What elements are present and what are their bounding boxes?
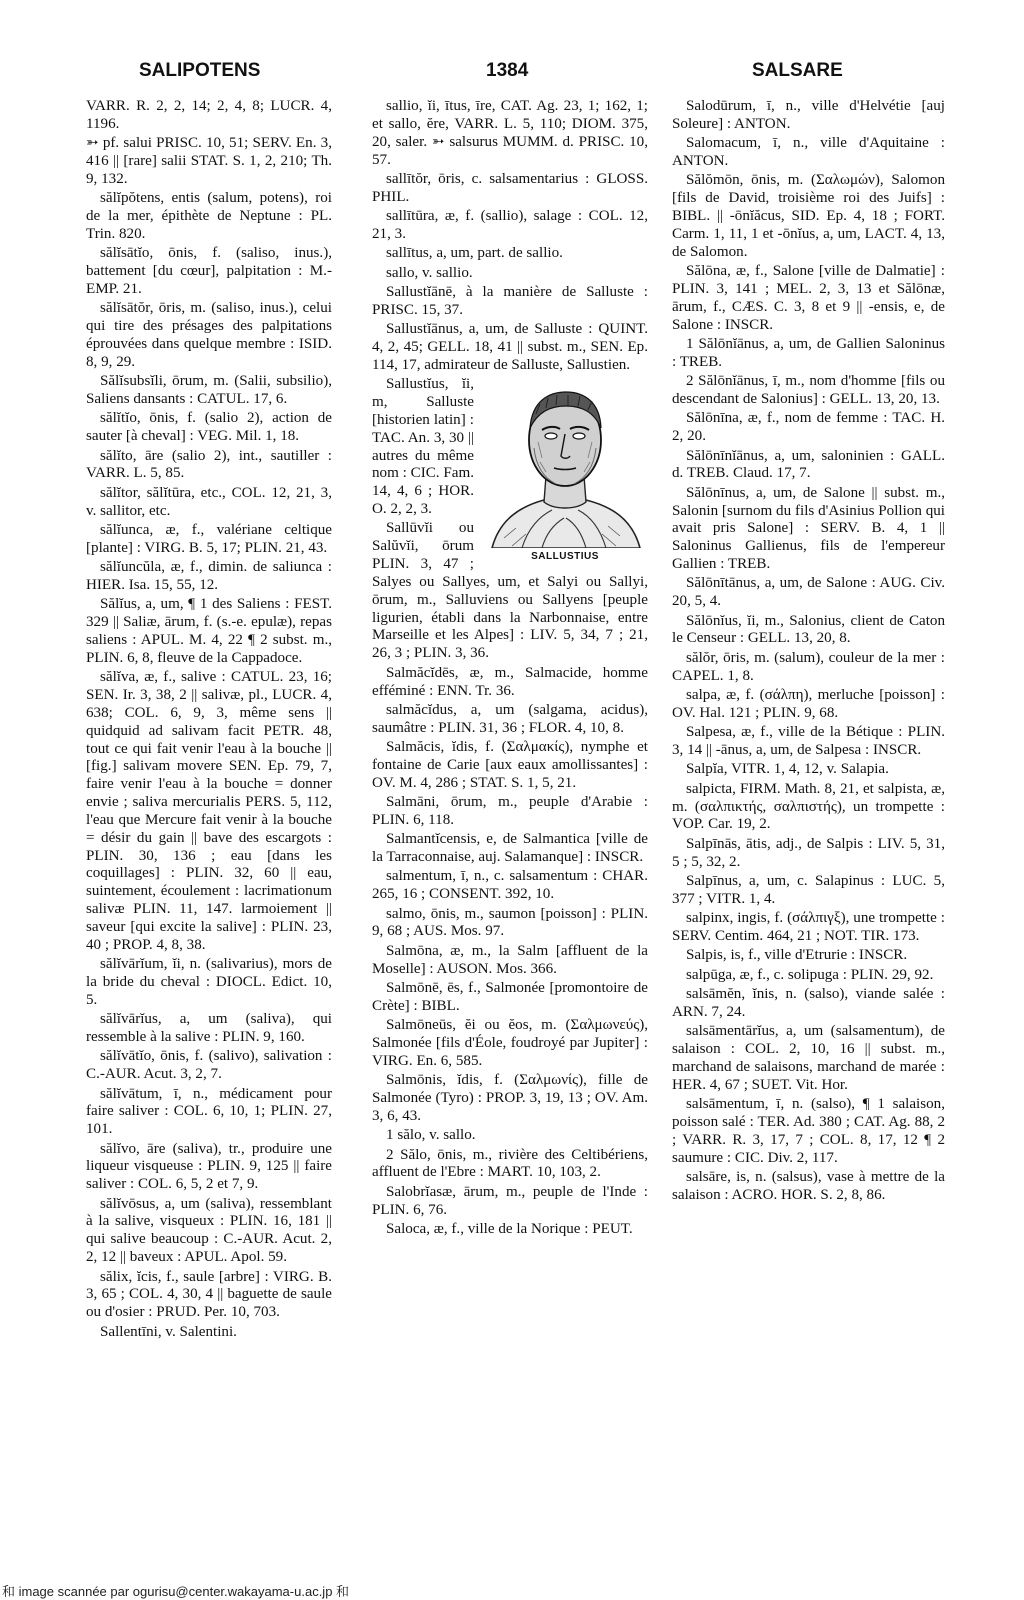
- entry: Salpīnās, ātis, adj., de Salpis : LIV. 5, 31, 5 ; 5, 32, 2.: [672, 835, 945, 870]
- entry: salsāre, is, n. (salsus), vase à mettre de la salaison : ACRO. HOR. S. 2, 8, 86.: [672, 1168, 945, 1203]
- running-header: [0, 60, 1024, 90]
- entry: Salodūrum, ī, n., ville d'Helvétie [auj Soleure] : ANTON.: [672, 98, 945, 132]
- entry: Salomacum, ī, n., ville d'Aquitaine : ANTON.: [672, 135, 945, 170]
- entry: 1 Sălōnĭānus, a, um, de Gallien Saloninus : TREB.: [672, 335, 945, 370]
- entry: ➳ pf. salui PRISC. 10, 51; SERV. En. 3, 416 || [rare] salii STAT. S. 1, 2, 210; Th. 9, 132.: [86, 135, 332, 187]
- entry: Sallūvĭi ou Salŭvĭi, ōrum PLIN. 3, 47 ; Salyes ou Sallyes, um, et Salyi ou Sallyi, ōrum, m., Salluviens ou Sallyens [peuple ligurien, établi dans la Narbonnaise, entre Marseille et les Alpes] : LIV. 5, 34, 7 ; 21, 26, 3 ; PLIN. 3, 36.: [372, 520, 648, 662]
- entry: Salmāni, ōrum, m., peuple d'Arabie : PLIN. 6, 118.: [372, 794, 648, 828]
- entry: sălĭuncŭla, æ, f., dimin. de saliunca : HIER. Isa. 15, 55, 12.: [86, 559, 332, 593]
- entry: 2 Sălōnĭānus, ī, m., nom d'homme [fils ou descendant de Salonius] : GELL. 13, 20, 13.: [672, 373, 945, 407]
- entry: Sălĭus, a, um, ¶ 1 des Saliens : FEST. 329 || Saliæ, ārum, f. (s.-e. epulæ), repas saliens : APUL. M. 4, 22 ¶ 2 subst. m., PLIN. 6, 8, fleuve de la Cappadoce.: [86, 596, 332, 666]
- entry: Salpesa, æ, f., ville de la Bétique : PLIN. 3, 14 || -ānus, a, um, de Salpesa : INSCR.: [672, 724, 945, 759]
- entry: sallītus, a, um, part. de sallio.: [386, 245, 563, 262]
- entry: sălĭto, āre (salio 2), int., sautiller : VARR. L. 5, 85.: [86, 447, 332, 482]
- entry: Sălōnĭus, ĭi, m., Salonius, client de Caton le Censeur : GELL. 13, 20, 8.: [672, 612, 945, 647]
- entry: sallītūra, æ, f. (sallio), salage : COL. 12, 21, 3.: [372, 208, 648, 242]
- entry: sălĭvārĭum, ĭi, n. (salivarius), mors de la bride du cheval : DIOCL. Edict. 10, 5.: [86, 956, 332, 1008]
- entry: sălĭvārĭus, a, um (saliva), qui ressemble à la salive : PLIN. 9, 160.: [86, 1011, 332, 1046]
- entry: sălĭvo, āre (saliva), tr., produire une liqueur visqueuse : PLIN. 9, 125 || faire saliver : COL. 6, 5, 2 et 7, 9.: [86, 1140, 332, 1193]
- entry: salmo, ōnis, m., saumon [poisson] : PLIN. 9, 68 ; AUS. Mos. 97.: [372, 905, 648, 940]
- entry: sălĭvōsus, a, um (saliva), ressemblant à la salive, visqueux : PLIN. 16, 181 || qui salive beaucoup : C.-AUR. Acut. 2, 2, 12 || baveux : APUL. Apol. 59.: [86, 1195, 332, 1266]
- entry: Sălōnīna, æ, f., nom de femme : TAC. H. 2, 20.: [672, 410, 945, 445]
- entry: VARR. R. 2, 2, 14; 2, 4, 8; LUCR. 4, 1196.: [86, 98, 332, 132]
- entry: sălĭtĭo, ōnis, f. (salio 2), action de sauter [à cheval] : VEG. Mil. 1, 18.: [86, 410, 332, 445]
- sallustius-portrait-figure: [482, 378, 648, 566]
- page-number: 1384: [486, 60, 529, 81]
- entry: salsāmentum, ī, n. (salso), ¶ 1 salaison, poisson salé : TER. Ad. 380 ; CAT. Ag. 88, 2 ; VARR. R. 3, 17, 7 ; COL. 8, 17, 12 ¶ 2 saumure : CIC. Div. 2, 117.: [672, 1096, 945, 1166]
- entry: Salpīnus, a, um, c. Salapinus : LUC. 5, 377 ; VITR. 1, 4.: [672, 872, 945, 907]
- entry: sălŏr, ōris, m. (salum), couleur de la mer : CAPEL. 1, 8.: [672, 649, 945, 684]
- entry: Salpis, is, f., ville d'Etrurie : INSCR.: [686, 947, 908, 964]
- entry: Salmantĭcensis, e, de Salmantica [ville de la Tarraconnaise, auj. Salamanque] : INSCR.: [372, 831, 648, 866]
- entry: sălĭsātŏr, ōris, m. (saliso, inus.), celui qui tire des présages des palpitations éprouvées dans quelque membre : ISID. 8, 9, 29.: [86, 300, 332, 370]
- entry: 2 Sălo, ōnis, m., rivière des Celtibériens, affluent de l'Ebre : MART. 10, 103, 2.: [372, 1146, 648, 1181]
- entry: Salmōnis, ĭdis, f. (Σαλμωνίς), fille de Salmonée (Tyro) : PROP. 3, 19, 13 ; OV. Am. 3, 6, 43.: [372, 1072, 648, 1124]
- figure-caption: SALLUSTIUS: [531, 551, 599, 563]
- entry: Sălōnītānus, a, um, de Salone : AUG. Civ. 20, 5, 4.: [672, 575, 945, 610]
- header-left-headword: SALIPOTENS: [139, 60, 261, 81]
- entry: sălĭsātĭo, ōnis, f. (saliso, inus.), battement [du cœur], palpitation : M.-EMP. 21.: [86, 245, 332, 297]
- entry: sălĭva, æ, f., salive : CATUL. 23, 16; SEN. Ir. 3, 38, 2 || salivæ, pl., LUCR. 4, 638; COL. 6, 9, 3, même sens || quidquid ad salivam facit PETR. 48, tout ce qui fait venir l'eau à la bouche || [fig.] salivam movere SEN. Ep. 79, 7, faire venir l'eau à la bouche = donner envie ; saliva mercurialis PERS. 5, 112, l'eau que Mercure fait venir à la bouche = désir du gain || bave des escargots : PLIN. 30, 136 ; eau [dans les coquillages] : PLIN. 32, 60 || eau, suintement, écoulement : lacrimationum salivæ PLIN. 11, 147. larmoiement || saveur [qui excite la salive] : PLIN. 23, 40 ; PROP. 4, 8, 38.: [86, 669, 332, 953]
- entry: Salpĭa, VITR. 1, 4, 12, v. Salapia.: [686, 761, 889, 778]
- column-middle: [372, 98, 648, 1240]
- entry: salsāmĕn, ĭnis, n. (salso), viande salée : ARN. 7, 24.: [672, 986, 945, 1020]
- entry: sălĭpŏtens, entis (salum, potens), roi de la mer, épithète de Neptune : PL. Trin. 820.: [86, 190, 332, 242]
- entry: sălĭvātum, ī, n., médicament pour faire saliver : COL. 6, 10, 1; PLIN. 27, 101.: [86, 1085, 332, 1138]
- entry: Salmōnē, ēs, f., Salmonée [promontoire de Crète] : BIBL.: [372, 980, 648, 1014]
- entry: salsāmentārĭus, a, um (salsamentum), de salaison : COL. 2, 10, 16 || subst. m., marchand de salaisons, marchand de marée : HER. 4, 67 ; SUET. Vit. Hor.: [672, 1023, 945, 1093]
- entry: sălĭvātĭo, ōnis, f. (salivo), salivation : C.-AUR. Acut. 3, 2, 7.: [86, 1048, 332, 1083]
- entry: salpūga, æ, f., c. solipuga : PLIN. 29, 92.: [686, 966, 934, 983]
- entry: sălĭtor, sălĭtūra, etc., COL. 12, 21, 3, v. sallitor, etc.: [86, 484, 332, 519]
- entry: Sallustĭānus, a, um, de Salluste : QUINT. 4, 2, 45; GELL. 18, 41 || subst. m., SEN. Ep. 114, 17, admirateur de Salluste, Sallustien.: [372, 321, 648, 373]
- entry: Salmăcĭdēs, æ, m., Salmacide, homme efféminé : ENN. Tr. 36.: [372, 664, 648, 699]
- entry: Sălōnīnĭānus, a, um, saloninien : GALL. d. TREB. Claud. 17, 7.: [672, 447, 945, 482]
- entry: Sălĭsubsĭli, ōrum, m. (Salii, subsilio), Saliens dansants : CATUL. 17, 6.: [86, 373, 332, 407]
- entry: Sălōna, æ, f., Salone [ville de Dalmatie] : PLIN. 3, 141 ; MEL. 2, 3, 13 et Sălōnæ, ārum, f., CÆS. C. 3, 8 et 9 || -ensis, e, de Salone : INSCR.: [672, 263, 945, 333]
- entry: salpicta, FIRM. Math. 8, 21, et salpista, æ, m. (σαλπικτής, σαλπιστής), un trompette : VOP. Car. 19, 2.: [672, 780, 945, 833]
- entry: sălix, ĭcis, f., saule [arbre] : VIRG. B. 3, 65 ; COL. 4, 30, 4 || baguette de saule ou d'osier : PRUD. Per. 10, 703.: [86, 1268, 332, 1321]
- entry: Sălōnīnus, a, um, de Salone || subst. m., Salonin [surnom du fils d'Asinius Pollion qui avait pris Salone] : SERV. B. 4, 1 || Saloninus Gallienus, fils de l'empereur Gallien : TREB.: [672, 484, 945, 573]
- entry: Sallentīni, v. Salentini.: [100, 1323, 237, 1340]
- entry: salpinx, ingis, f. (σάλπιγξ), une trompette : SERV. Centim. 464, 21 ; NOT. TIR. 173.: [672, 910, 945, 944]
- bust-illustration: [482, 378, 648, 548]
- entry: sallītŏr, ōris, c. salsamentarius : GLOSS. PHIL.: [372, 170, 648, 205]
- entry: Salobrĭasæ, ārum, m., peuple de l'Inde : PLIN. 6, 76.: [372, 1183, 648, 1218]
- entry: Salmăcis, ĭdis, f. (Σαλμακίς), nymphe et fontaine de Carie [aux eaux amollissantes] : OV. M. 4, 286 ; STAT. S. 1, 5, 21.: [372, 739, 648, 791]
- entry: 1 sălo, v. sallo.: [386, 1127, 476, 1144]
- entry: salmentum, ī, n., c. salsamentum : CHAR. 265, 16 ; CONSENT. 392, 10.: [372, 868, 648, 903]
- entry: salmăcĭdus, a, um (salgama, acidus), saumâtre : PLIN. 31, 36 ; FLOR. 4, 10, 8.: [372, 701, 648, 736]
- entry: Sallustĭānē, à la manière de Salluste : PRISC. 15, 37.: [372, 283, 648, 318]
- entry: Sallustĭus, ĭi, m, Salluste [historien latin] : TAC. An. 3, 30 || autres du même nom : CIC. Fam. 14, 4, 6 ; HOR. O. 2, 2, 3.: [372, 376, 474, 518]
- entry: Salmōneūs, ĕi ou ĕos, m. (Σαλμωνεύς), Salmonée [fils d'Éole, foudroyé par Jupiter] : VIRG. En. 6, 585.: [372, 1017, 648, 1069]
- header-right-headword: SALSARE: [752, 60, 843, 81]
- entry: salpa, æ, f. (σάλπη), merluche [poisson] : OV. Hal. 121 ; PLIN. 9, 68.: [672, 687, 945, 721]
- entry: Sălŏmōn, ōnis, m. (Σαλωμών), Salomon [fils de David, troisième roi des Juifs] : BIBL. || -ōnĭăcus, SID. Ep. 4, 18 ; FORT. Carm. 1, 11, 1 et -ōnĭus, a, um, LACT. 4, 13, de Salomon.: [672, 172, 945, 260]
- column-left: [86, 98, 332, 1343]
- scan-credit-footer: 和 image scannée par ogurisu@center.wakayama-u.ac.jp 和: [2, 1584, 350, 1599]
- entry: sallo, v. sallio.: [386, 264, 473, 281]
- column-right: [672, 98, 945, 1206]
- entry: sălĭunca, æ, f., valériane celtique [plante] : VIRG. B. 5, 17; PLIN. 21, 43.: [86, 521, 332, 556]
- entry: sallio, ĭi, ītus, īre, CAT. Ag. 23, 1; 162, 1; et sallo, ĕre, VARR. L. 5, 110; DIOM. 375, 20, saler. ➳ salsurus MUMM. d. PRISC. 10, 57.: [372, 98, 648, 168]
- entry: Saloca, æ, f., ville de la Norique : PEUT.: [386, 1220, 633, 1237]
- entry: Salmōna, æ, m., la Salm [affluent de la Moselle] : AUSON. Mos. 366.: [372, 942, 648, 977]
